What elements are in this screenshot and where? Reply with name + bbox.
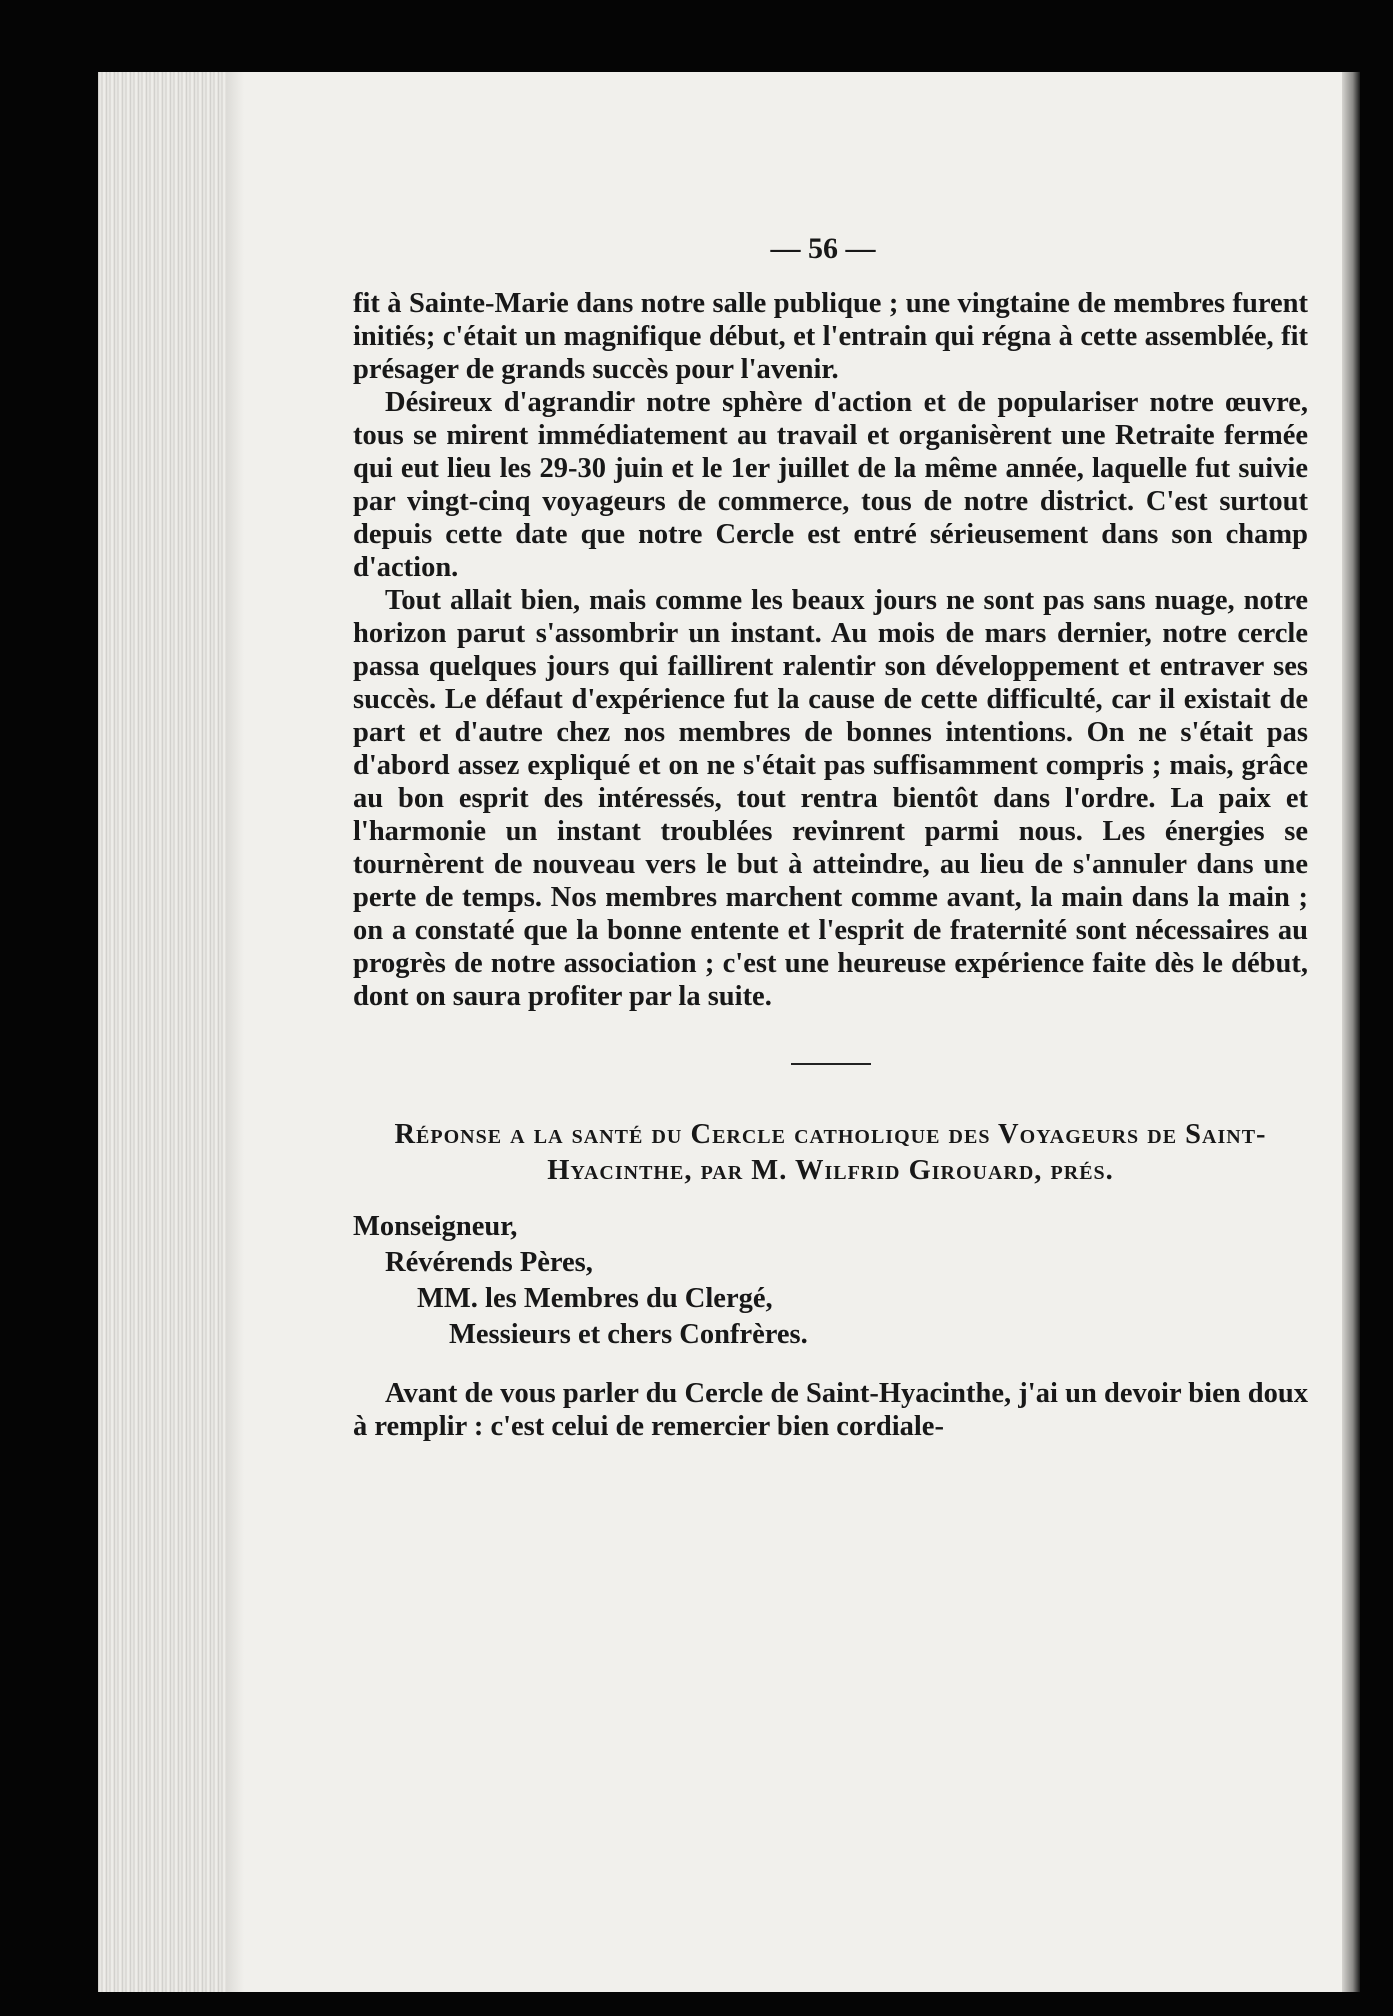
paragraph-1: fit à Sainte-Marie dans notre salle publique ; une vingtaine de membres furent initiés; c'était un magnifique début, et l'entrain qui régna à cette assemblée, fit présager de grands succès pour l'avenir. bbox=[353, 288, 1308, 385]
salutation-line-1: Monseigneur, bbox=[353, 1211, 518, 1242]
section-divider bbox=[791, 1063, 871, 1065]
salutation-line-2: Révérends Pères, bbox=[385, 1247, 593, 1278]
closing-paragraph: Avant de vous parler du Cercle de Saint-Hyacinthe, j'ai un devoir bien doux à remplir : c'est celui de remercier bien cordiale- bbox=[353, 1378, 1308, 1442]
page-gutter-shadow bbox=[1342, 72, 1360, 1992]
salutation-line-3: MM. les Membres du Clergé, bbox=[417, 1283, 773, 1314]
page-number: — 56 — bbox=[770, 232, 876, 265]
book-page bbox=[98, 72, 1360, 1992]
paragraph-2: Désireux d'agrandir notre sphère d'action et de populariser notre œuvre, tous se mirent immédiatement au travail et organisèrent une Retraite fermée qui eut lieu les 29-30 juin et le 1er juillet de la même année, laquelle fut suivie par vingt-cinq voyageurs de commerce, tous de notre district. C'est surtout depuis cette date que notre Cercle est entré sérieusement dans son champ d'action. bbox=[353, 387, 1308, 583]
salutation-line-4: Messieurs et chers Confrères. bbox=[449, 1319, 808, 1350]
page-stack-edge bbox=[98, 72, 226, 1992]
page-content bbox=[353, 232, 1308, 1443]
paragraph-3: Tout allait bien, mais comme les beaux jours ne sont pas sans nuage, notre horizon parut s'assombrir un instant. Au mois de mars dernier, notre cercle passa quelques jours qui faillirent ralentir son développement et entraver ses succès. Le défaut d'expérience fut la cause de cette difficulté, car il existait de part et d'autre chez nos membres de bonnes intentions. On ne s'était pas d'abord assez expliqué et on ne s'était pas suffisamment compris ; mais, grâce au bon esprit des intéressés, tout rentra bientôt dans l'ordre. La paix et l'harmonie un instant troublées revinrent parmi nous. Les énergies se tournèrent de nouveau vers le but à atteindre, au lieu de s'annuler dans une perte de temps. Nos membres marchent comme avant, la main dans la main ; on a constaté que la bonne entente et l'esprit de fraternité sont nécessaires au progrès de notre association ; c'est une heureuse expérience faite dès le début, dont on saura profiter par la suite. bbox=[353, 585, 1308, 1012]
section-heading: Réponse a la santé du Cercle catholique des Voyageurs de Saint-Hyacinthe, par M. Wilfrid Girouard, prés. bbox=[394, 1119, 1267, 1186]
